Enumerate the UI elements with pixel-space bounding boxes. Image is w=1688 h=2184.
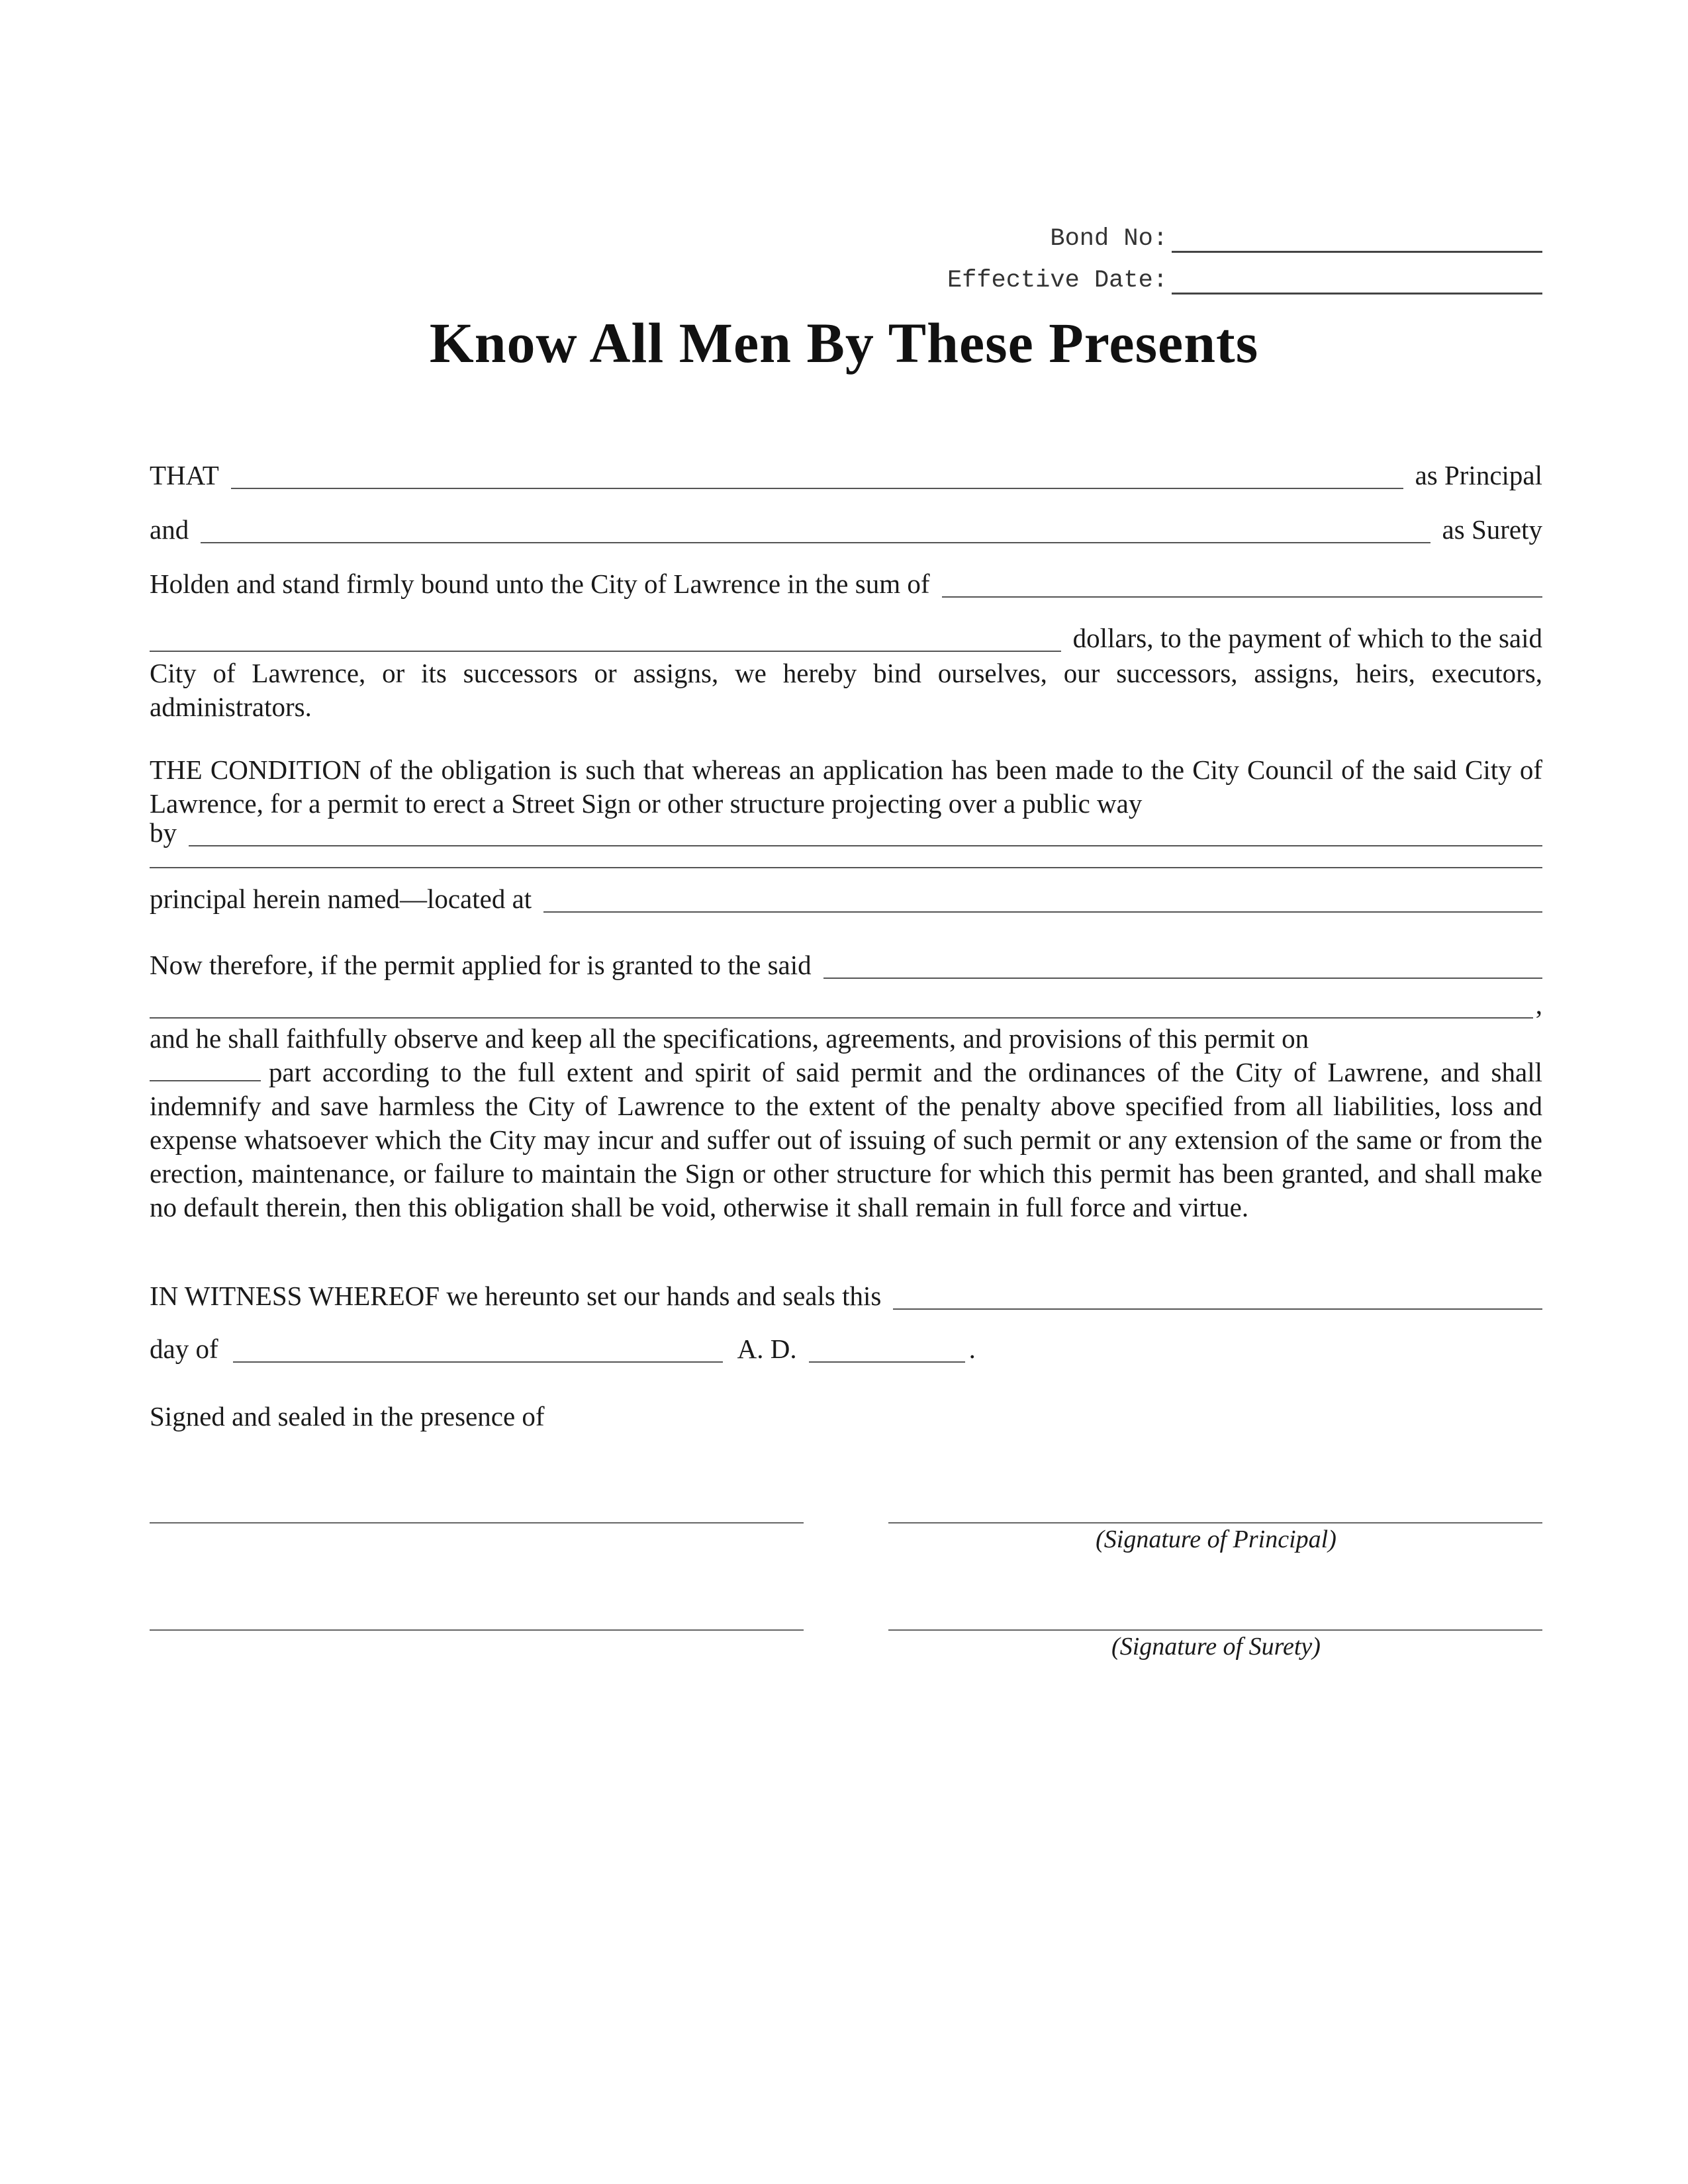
grantee-field-2[interactable] xyxy=(150,1004,1533,1019)
applicant-field[interactable] xyxy=(189,832,1542,846)
surety-signature-caption: (Signature of Surety) xyxy=(1111,1633,1321,1661)
part-field[interactable] xyxy=(150,1067,261,1081)
surety-field[interactable] xyxy=(201,529,1430,543)
principal-signature-caption: (Signature of Principal) xyxy=(1096,1525,1336,1553)
day-of-row xyxy=(150,1336,1010,1363)
bond-no-label: Bond No: xyxy=(1050,225,1168,253)
dollars-field[interactable] xyxy=(150,637,1061,652)
granted-row xyxy=(150,952,1542,979)
witness-day-field[interactable] xyxy=(893,1295,1542,1310)
faithfully-text: and he shall faithfully observe and keep all the specifications, agreements, and provisions of this permit on xyxy=(150,1023,1309,1054)
dollars-text: dollars, to the payment of which to the said xyxy=(1072,623,1542,653)
holden-text: Holden and stand firmly bound unto the City of Lawrence in the sum of xyxy=(150,569,930,599)
principal-signature-line[interactable] xyxy=(888,1521,1542,1524)
principal-row xyxy=(150,462,1542,489)
document-title: Know All Men By These Presents xyxy=(429,311,1259,375)
comma: , xyxy=(1535,989,1542,1020)
that-label: THAT xyxy=(150,460,219,490)
applicant-continued-row xyxy=(150,854,1542,868)
signed-row xyxy=(150,1403,1542,1430)
located-text: principal herein named—located at xyxy=(150,884,532,914)
signed-text: Signed and sealed in the presence of xyxy=(150,1401,545,1432)
effective-date-field[interactable] xyxy=(1172,273,1542,295)
sum-row xyxy=(150,570,1542,598)
surety-signature-line[interactable] xyxy=(888,1628,1542,1631)
part-text: part according to the full extent and spirit of said permit and the ordinances of the City of Lawrene, and shall indemnify and save harmless the City of Lawrence to the extent of the penalty above specified from all liabilities, loss and expense whatsoever which the City may incur and suffer out of issuing of such permit or any extension of the same or from the erection, maintenance, or failure to maintain the Sign or other structure for which this permit has been granted, and shall make no default therein, then this obligation shall be void, otherwise it shall remain in full force and virtue. xyxy=(150,1057,1542,1222)
effective-date-row xyxy=(861,267,1542,295)
bond-no-row xyxy=(861,225,1542,253)
sum-field[interactable] xyxy=(942,583,1542,598)
by-label: by xyxy=(150,817,177,848)
dollars-row xyxy=(150,625,1542,652)
surety-row xyxy=(150,516,1542,543)
principal-label: as Principal xyxy=(1415,460,1542,490)
now-text: Now therefore, if the permit applied for is granted to the said xyxy=(150,950,812,980)
grantee-field[interactable] xyxy=(823,964,1542,979)
location-field[interactable] xyxy=(543,898,1542,913)
ad-label: A. D. xyxy=(737,1334,797,1364)
day-of-label: day of xyxy=(150,1334,218,1364)
bond-no-field[interactable] xyxy=(1172,231,1542,253)
year-field[interactable] xyxy=(809,1348,965,1363)
faithfully-paragraph xyxy=(150,1022,1542,1224)
applicant-field-2[interactable] xyxy=(150,854,1542,868)
located-row xyxy=(150,886,1542,913)
witness-text: IN WITNESS WHEREOF we hereunto set our hands and seals this xyxy=(150,1281,882,1311)
grantee-continued-row xyxy=(150,991,1542,1019)
surety-label: as Surety xyxy=(1442,514,1542,545)
period: . xyxy=(968,1334,976,1364)
witness-signature-line-2[interactable] xyxy=(150,1628,804,1631)
condition-paragraph: THE CONDITION of the obligation is such that whereas an application has been made to the City Council of the said City of Lawrence, for a permit to erect a Street Sign or other structure projecting over a public way xyxy=(150,754,1542,819)
month-field[interactable] xyxy=(233,1348,723,1363)
effective-date-label: Effective Date: xyxy=(947,267,1168,295)
principal-field[interactable] xyxy=(231,475,1403,489)
bind-paragraph: City of Lawrence, or its successors or assigns, we hereby bind ourselves, our successors, assigns, heirs, executors, administrators. xyxy=(150,658,1542,722)
witness-signature-line-1[interactable] xyxy=(150,1521,804,1524)
and-label: and xyxy=(150,514,189,545)
witness-row xyxy=(150,1283,1542,1310)
by-row xyxy=(150,819,1542,846)
